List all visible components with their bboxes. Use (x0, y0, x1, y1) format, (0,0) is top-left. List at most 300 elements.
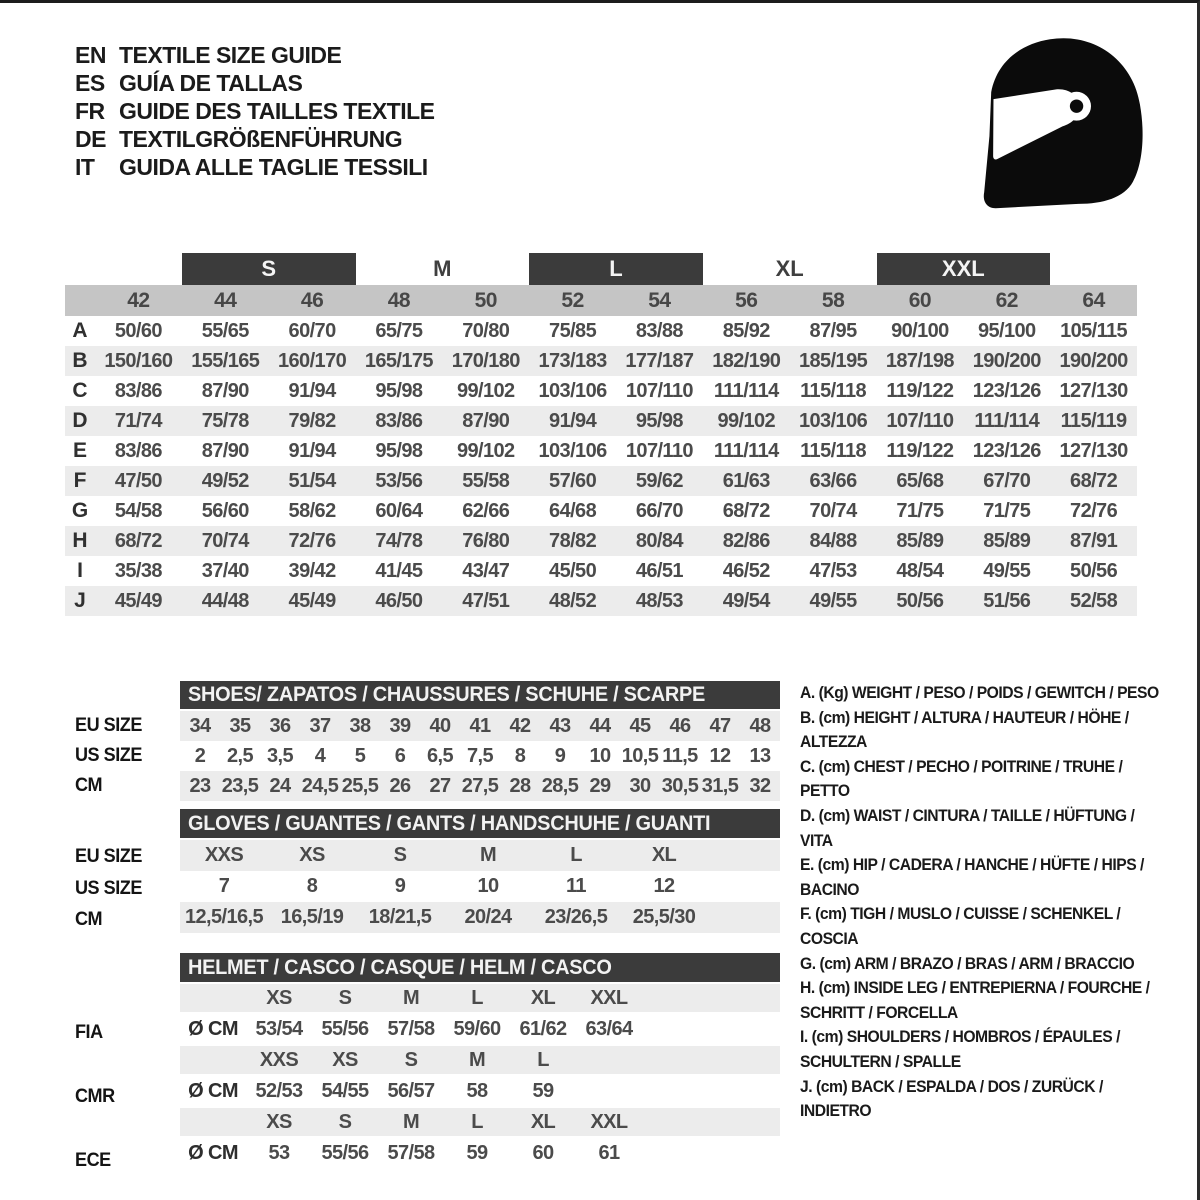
size-value-cell: 127/130 (1059, 439, 1128, 462)
helmet-size-header-ece (180, 1108, 780, 1136)
helmet-size-value: 56/57 (387, 1079, 435, 1102)
shoe-size-cell: 35 (229, 714, 251, 737)
shoe-size-cell: 8 (514, 744, 526, 767)
helmet-size-label: S (404, 1048, 418, 1071)
diameter-unit: Ø CM (188, 1141, 238, 1164)
size-value-cell: 48/54 (896, 559, 944, 582)
shoe-size-cell: 10 (589, 744, 611, 767)
gloves-row-eu-size (180, 840, 780, 871)
size-value-cell: 177/187 (625, 349, 694, 372)
row-letter: D (72, 409, 88, 432)
language-row (75, 153, 435, 181)
size-value-cell: 70/80 (462, 319, 510, 342)
helmet-fia-label: FIA (75, 1022, 103, 1043)
shoe-size-cell: 25,5 (341, 774, 379, 797)
size-value-cell: 61/63 (722, 469, 770, 492)
size-value-cell: 103/106 (538, 439, 607, 462)
shoe-size-cell: 12 (709, 744, 731, 767)
size-value-cell: 111/114 (713, 379, 779, 402)
legend-entry: D. (cm) WAIST / CINTURA / TAILLE / HÜFTUNG / VITA (800, 806, 1135, 850)
size-value-cell: 64/68 (549, 499, 597, 522)
legend-entry: B. (cm) HEIGHT / ALTURA / HAUTEUR / HÖHE / ALTEZZA (800, 708, 1129, 752)
helmet-size-label: XS (332, 1048, 358, 1071)
size-value-cell: 170/180 (451, 349, 520, 372)
size-value-cell: 47/53 (809, 559, 857, 582)
shoe-size-cell: 29 (589, 774, 611, 797)
helmet-size-value: 61 (598, 1141, 620, 1164)
glove-size-cell: XL (651, 844, 677, 866)
size-value-cell: 68/72 (1070, 469, 1118, 492)
size-value-cell: 165/175 (364, 349, 433, 372)
diameter-unit: Ø CM (188, 1017, 238, 1040)
size-value-cell: 123/126 (972, 439, 1041, 462)
glove-size-cell: 12,5/16,5 (184, 906, 263, 928)
language-code: FR (75, 98, 105, 124)
size-value-cell: 87/91 (1070, 529, 1118, 552)
shoe-size-cell: 38 (349, 714, 371, 737)
size-value-cell: 46/52 (722, 559, 770, 582)
legend-entry: C. (cm) CHEST / PECHO / POITRINE / TRUHE / PETTO (800, 757, 1123, 801)
size-value-cell: 82/86 (722, 529, 770, 552)
size-value-cell: 57/60 (549, 469, 597, 492)
helmet-size-value: 57/58 (387, 1017, 435, 1040)
size-value-cell: 55/58 (462, 469, 510, 492)
shoe-size-cell: 45 (629, 714, 651, 737)
legend-entry: H. (cm) INSIDE LEG / ENTREPIERNA / FOURCHE / SCHRITT / FORCELLA (800, 979, 1150, 1022)
glove-size-cell: 23/26,5 (544, 906, 608, 928)
shoe-size-cell: 39 (389, 714, 411, 737)
size-value-cell: 87/90 (201, 379, 249, 402)
size-value-cell: 60/64 (375, 499, 423, 522)
language-title: GUIDE DES TAILLES TEXTILE (119, 98, 435, 124)
shoe-size-cell: 36 (269, 714, 291, 737)
measure-row-a (65, 316, 1137, 346)
size-value-cell: 62/66 (462, 499, 510, 522)
helmet-size-label: XS (266, 986, 292, 1009)
size-value-cell: 65/75 (375, 319, 423, 342)
measure-row-d (65, 406, 1137, 436)
helmet-size-value: 59 (532, 1079, 554, 1102)
size-value-cell: 182/190 (712, 349, 781, 372)
measure-row-e (65, 436, 1137, 466)
helmet-size-value: 53 (268, 1141, 290, 1164)
glove-size-cell: M (479, 844, 497, 866)
legend-entry: I. (cm) SHOULDERS / HOMBROS / ÉPAULES / SCHULTERN / SPALLE (800, 1028, 1120, 1071)
language-row (75, 41, 435, 69)
size-value-cell: 85/89 (983, 529, 1031, 552)
glove-size-cell: 8 (306, 875, 318, 897)
gloves-row-us-size (180, 871, 780, 902)
size-value-cell: 66/70 (635, 499, 683, 522)
size-value-cell: 47/51 (462, 589, 510, 612)
legend-entry: F. (cm) TIGH / MUSLO / CUISSE / SCHENKEL / COSCIA (800, 905, 1121, 948)
shoe-size-cell: 47 (709, 714, 731, 737)
size-value-cell: 45/50 (549, 559, 597, 582)
row-letter: J (74, 589, 86, 612)
helmet-section-title-bar (180, 953, 780, 982)
shoe-size-cell: 48 (749, 714, 771, 737)
size-number: 42 (127, 288, 150, 312)
legend-entry: A. (Kg) WEIGHT / PESO / POIDS / GEWITCH / PESO (800, 684, 1159, 702)
helmet-size-label: XXL (590, 986, 628, 1009)
glove-size-cell: 25,5/30 (632, 906, 696, 928)
helmet-size-label: M (402, 986, 420, 1009)
language-title: TEXTILGRÖßENFÜHRUNG (119, 126, 403, 152)
glove-size-cell: 10 (477, 875, 499, 897)
size-value-cell: 50/60 (114, 319, 162, 342)
size-value-cell: 107/110 (625, 439, 693, 462)
size-value-cell: 68/72 (114, 529, 162, 552)
size-value-cell: 155/165 (191, 349, 260, 372)
size-value-cell: 50/56 (1070, 559, 1118, 582)
size-number: 62 (995, 288, 1018, 312)
shoes-row-cm (180, 771, 780, 801)
shoes-section-title-bar (180, 681, 780, 709)
size-group-spacer (65, 253, 182, 285)
helmet-size-label: XL (530, 1110, 556, 1133)
gloves-us-size-label: US SIZE (75, 878, 142, 899)
size-value-cell: 87/95 (809, 319, 857, 342)
helmet-size-label: M (402, 1110, 420, 1133)
shoe-size-cell: 9 (554, 744, 566, 767)
size-value-cell: 80/84 (635, 529, 683, 552)
size-value-cell: 79/82 (288, 409, 336, 432)
measure-row-g (65, 496, 1137, 526)
helmet-value-row-cmr (180, 1074, 780, 1108)
size-value-cell: 49/55 (983, 559, 1031, 582)
shoe-size-cell: 26 (389, 774, 411, 797)
helmet-value-row-ece (180, 1136, 780, 1170)
size-value-cell: 35/38 (114, 559, 162, 582)
size-value-cell: 83/88 (635, 319, 683, 342)
size-value-cell: 91/94 (288, 379, 336, 402)
gloves-cm-label: CM (75, 909, 103, 930)
size-value-cell: 123/126 (972, 379, 1041, 402)
size-value-cell: 107/110 (886, 409, 954, 432)
helmet-ece-label: ECE (75, 1150, 111, 1171)
shoes-cm-label: CM (75, 775, 103, 796)
language-row (75, 97, 435, 125)
glove-size-cell: 20/24 (464, 906, 512, 928)
shoe-size-cell: 23 (189, 774, 211, 797)
shoe-size-cell: 27,5 (461, 774, 499, 797)
helmet-size-label: XL (530, 986, 556, 1009)
shoes-row-us-size (180, 741, 780, 771)
measure-row-c (65, 376, 1137, 406)
size-value-cell: 87/90 (201, 439, 249, 462)
shoe-size-cell: 6 (394, 744, 406, 767)
size-value-cell: 74/78 (375, 529, 423, 552)
size-value-cell: 83/86 (114, 379, 162, 402)
size-group-s: S (182, 253, 356, 285)
helmet-size-value: 54/55 (321, 1079, 369, 1102)
shoe-size-cell: 28,5 (541, 774, 579, 797)
size-value-cell: 65/68 (896, 469, 944, 492)
glove-size-cell: S (393, 844, 407, 866)
size-value-cell: 48/53 (635, 589, 683, 612)
size-number: 60 (908, 288, 932, 312)
size-value-cell: 103/106 (799, 409, 868, 432)
row-letter: B (72, 349, 88, 372)
size-number: 54 (648, 288, 671, 312)
size-value-cell: 190/200 (1059, 349, 1128, 372)
glove-size-cell: L (570, 844, 582, 866)
helmet-section-title: HELMET / CASCO / CASQUE / HELM / CASCO (188, 955, 612, 979)
gloves-section-title: GLOVES / GUANTES / GANTS / HANDSCHUHE / GUANTI (188, 811, 711, 835)
size-value-cell: 53/56 (375, 469, 423, 492)
shoe-size-cell: 32 (749, 774, 771, 797)
size-value-cell: 150/160 (104, 349, 173, 372)
shoe-size-cell: 43 (549, 714, 571, 737)
size-value-cell: 78/82 (549, 529, 597, 552)
size-value-cell: 115/119 (1060, 409, 1127, 432)
racing-helmet-icon (978, 33, 1154, 211)
size-number: 46 (300, 288, 324, 312)
size-value-cell: 47/50 (114, 469, 162, 492)
size-value-cell: 99/102 (717, 409, 776, 432)
shoe-size-cell: 5 (354, 744, 366, 767)
helmet-size-value: 55/56 (321, 1141, 369, 1164)
size-value-cell: 119/122 (886, 439, 954, 462)
helmet-size-value: 59/60 (453, 1017, 501, 1040)
size-number-band (65, 285, 1137, 316)
size-value-cell: 83/86 (114, 439, 162, 462)
shoes-rows (180, 711, 780, 801)
size-value-cell: 95/100 (977, 319, 1036, 342)
size-value-cell: 67/70 (983, 469, 1031, 492)
row-letter: I (77, 559, 83, 582)
helmet-size-label: L (471, 1110, 483, 1133)
size-value-cell: 160/170 (278, 349, 347, 372)
size-number: 48 (387, 288, 411, 312)
glove-size-cell: XXS (204, 844, 244, 866)
shoe-size-cell: 27 (429, 774, 451, 797)
helmet-size-label: S (338, 1110, 352, 1133)
shoe-size-cell: 24,5 (301, 774, 339, 797)
row-letter: H (72, 529, 88, 552)
glove-size-cell: 12 (653, 875, 675, 897)
size-value-cell: 111/114 (974, 409, 1040, 432)
size-value-cell: 115/118 (800, 439, 867, 462)
size-value-cell: 107/110 (625, 379, 693, 402)
legend-entry: J. (cm) BACK / ESPALDA / DOS / ZURÜCK / INDIETRO (800, 1077, 1103, 1121)
helmet-size-value: 57/58 (387, 1141, 435, 1164)
size-group-spacer (1050, 253, 1137, 285)
shoe-size-cell: 3,5 (266, 744, 293, 767)
size-value-cell: 111/114 (713, 439, 779, 462)
size-value-cell: 71/74 (114, 409, 162, 432)
helmet-size-value: 61/62 (519, 1017, 567, 1040)
size-value-cell: 56/60 (201, 499, 249, 522)
size-value-cell: 187/198 (885, 349, 954, 372)
row-letter: F (73, 469, 87, 492)
gloves-rows (180, 840, 780, 933)
size-group-m: M (433, 256, 452, 281)
helmet-icon-svg (978, 33, 1154, 211)
size-value-cell: 49/55 (809, 589, 857, 612)
shoe-size-cell: 31,5 (701, 774, 739, 797)
language-list (75, 41, 435, 181)
shoes-eu-size-label: EU SIZE (75, 715, 142, 736)
helmet-size-header-fia (180, 984, 780, 1012)
language-code: EN (75, 42, 106, 68)
size-value-cell: 84/88 (809, 529, 857, 552)
size-group-xl: XL (775, 256, 804, 281)
legend-entry: E. (cm) HIP / CADERA / HANCHE / HÜFTE / HIPS / BACINO (800, 856, 1144, 899)
shoe-size-cell: 41 (469, 714, 491, 737)
size-value-cell: 70/74 (809, 499, 857, 522)
gloves-row-cm (180, 902, 780, 933)
glove-size-cell: 18/21,5 (368, 906, 432, 928)
size-number: 58 (821, 288, 845, 312)
size-value-cell: 103/106 (538, 379, 607, 402)
language-title: TEXTILE SIZE GUIDE (119, 42, 342, 68)
size-value-cell: 90/100 (891, 319, 949, 342)
helmet-size-value: 63/64 (585, 1017, 633, 1040)
size-value-cell: 95/98 (635, 409, 683, 432)
shoe-size-cell: 6,5 (426, 744, 453, 767)
shoes-row-eu-size (180, 711, 780, 741)
helmet-size-value: 60 (532, 1141, 554, 1164)
size-number: 56 (735, 288, 758, 312)
helmet-rows (180, 984, 780, 1170)
language-title: GUIDA ALLE TAGLIE TESSILI (119, 154, 428, 180)
size-value-cell: 51/56 (983, 589, 1031, 612)
size-number: 50 (474, 288, 497, 312)
shoe-size-cell: 13 (749, 744, 771, 767)
row-letter: C (72, 379, 88, 402)
size-value-cell: 46/51 (635, 559, 683, 582)
shoe-size-cell: 30,5 (661, 774, 699, 797)
helmet-size-label: L (537, 1048, 549, 1071)
measure-row-j (65, 586, 1137, 616)
size-value-cell: 70/74 (201, 529, 249, 552)
size-value-cell: 41/45 (375, 559, 423, 582)
measure-row-i (65, 556, 1137, 586)
size-value-cell: 127/130 (1059, 379, 1128, 402)
size-value-cell: 58/62 (288, 499, 336, 522)
size-group-xxl: XXL (877, 253, 1051, 285)
gloves-section-title-bar (180, 809, 780, 838)
glove-size-cell: 11 (566, 875, 586, 897)
size-value-cell: 52/58 (1070, 589, 1118, 612)
helmet-size-header-cmr (180, 1046, 780, 1074)
size-value-cell: 185/195 (799, 349, 868, 372)
size-value-cell: 49/54 (722, 589, 770, 612)
size-value-cell: 48/52 (549, 589, 597, 612)
legend (800, 681, 1190, 1124)
size-value-cell: 85/89 (896, 529, 944, 552)
size-value-cell: 75/78 (201, 409, 249, 432)
size-value-cell: 119/122 (886, 379, 954, 402)
size-value-cell: 72/76 (1070, 499, 1118, 522)
language-code: ES (75, 70, 105, 96)
measure-row-f (65, 466, 1137, 496)
size-value-cell: 49/52 (201, 469, 249, 492)
size-value-cell: 71/75 (983, 499, 1031, 522)
size-value-cell: 45/49 (288, 589, 336, 612)
size-value-cell: 63/66 (809, 469, 857, 492)
size-value-cell: 190/200 (972, 349, 1041, 372)
helmet-cmr-label: CMR (75, 1086, 115, 1107)
language-code: IT (75, 154, 95, 180)
shoes-section-title: SHOES/ ZAPATOS / CHAUSSURES / SCHUHE / SCARPE (188, 683, 706, 706)
size-number: 64 (1082, 288, 1105, 312)
helmet-size-label: L (471, 986, 483, 1009)
measure-row-h (65, 526, 1137, 556)
glove-size-cell: 16,5/19 (280, 906, 344, 928)
shoe-size-cell: 11,5 (662, 744, 698, 767)
shoe-size-cell: 42 (509, 714, 531, 737)
shoe-size-cell: 24 (269, 774, 291, 797)
helmet-size-label: XXL (590, 1110, 628, 1133)
size-value-cell: 39/42 (288, 559, 336, 582)
helmet-size-label: XS (266, 1110, 292, 1133)
glove-size-cell: XS (299, 844, 325, 866)
helmet-size-value: 55/56 (321, 1017, 369, 1040)
helmet-size-value: 58 (466, 1079, 488, 1102)
size-value-cell: 173/183 (538, 349, 607, 372)
legend-entry: G. (cm) ARM / BRAZO / BRAS / ARM / BRACCIO (800, 954, 1135, 973)
shoe-size-cell: 4 (314, 744, 326, 767)
shoes-us-size-label: US SIZE (75, 745, 142, 766)
diameter-unit: Ø CM (188, 1079, 238, 1102)
size-value-cell: 99/102 (456, 439, 515, 462)
size-value-cell: 115/118 (800, 379, 867, 402)
size-value-cell: 59/62 (635, 469, 683, 492)
shoe-size-cell: 23,5 (221, 774, 259, 797)
size-value-cell: 37/40 (201, 559, 249, 582)
size-value-cell: 43/47 (462, 559, 510, 582)
language-code: DE (75, 126, 106, 152)
gloves-eu-size-label: EU SIZE (75, 846, 142, 867)
size-group-row (65, 253, 1137, 285)
size-value-cell: 95/98 (375, 439, 423, 462)
size-value-cell: 105/115 (1060, 319, 1128, 342)
helmet-size-value: 59 (466, 1141, 488, 1164)
helmet-size-value: 52/53 (255, 1079, 303, 1102)
shoe-size-cell: 46 (669, 714, 691, 737)
helmet-size-value: 53/54 (255, 1017, 303, 1040)
size-group-l: L (529, 253, 703, 285)
row-letter: A (72, 319, 88, 342)
shoe-size-cell: 2,5 (226, 744, 253, 767)
language-row (75, 125, 435, 153)
size-value-cell: 83/86 (375, 409, 423, 432)
size-value-cell: 95/98 (375, 379, 423, 402)
shoe-size-cell: 10,5 (621, 744, 659, 767)
size-number: 44 (214, 288, 237, 312)
shoe-size-cell: 44 (589, 714, 611, 737)
shoe-size-cell: 30 (629, 774, 651, 797)
shoe-size-cell: 2 (194, 744, 206, 767)
glove-size-cell: 9 (394, 875, 406, 897)
size-value-cell: 55/65 (201, 319, 249, 342)
size-value-cell: 71/75 (896, 499, 944, 522)
size-value-cell: 44/48 (201, 589, 249, 612)
size-value-cell: 68/72 (722, 499, 770, 522)
language-row (75, 69, 435, 97)
glove-size-cell: 7 (218, 875, 230, 897)
shoe-size-cell: 7,5 (466, 744, 493, 767)
size-value-cell: 76/80 (462, 529, 510, 552)
row-letter: G (71, 499, 89, 522)
size-value-cell: 51/54 (288, 469, 336, 492)
shoe-size-cell: 37 (309, 714, 331, 737)
row-letter: E (72, 439, 87, 462)
shoe-size-cell: 40 (429, 714, 451, 737)
size-value-cell: 87/90 (462, 409, 510, 432)
